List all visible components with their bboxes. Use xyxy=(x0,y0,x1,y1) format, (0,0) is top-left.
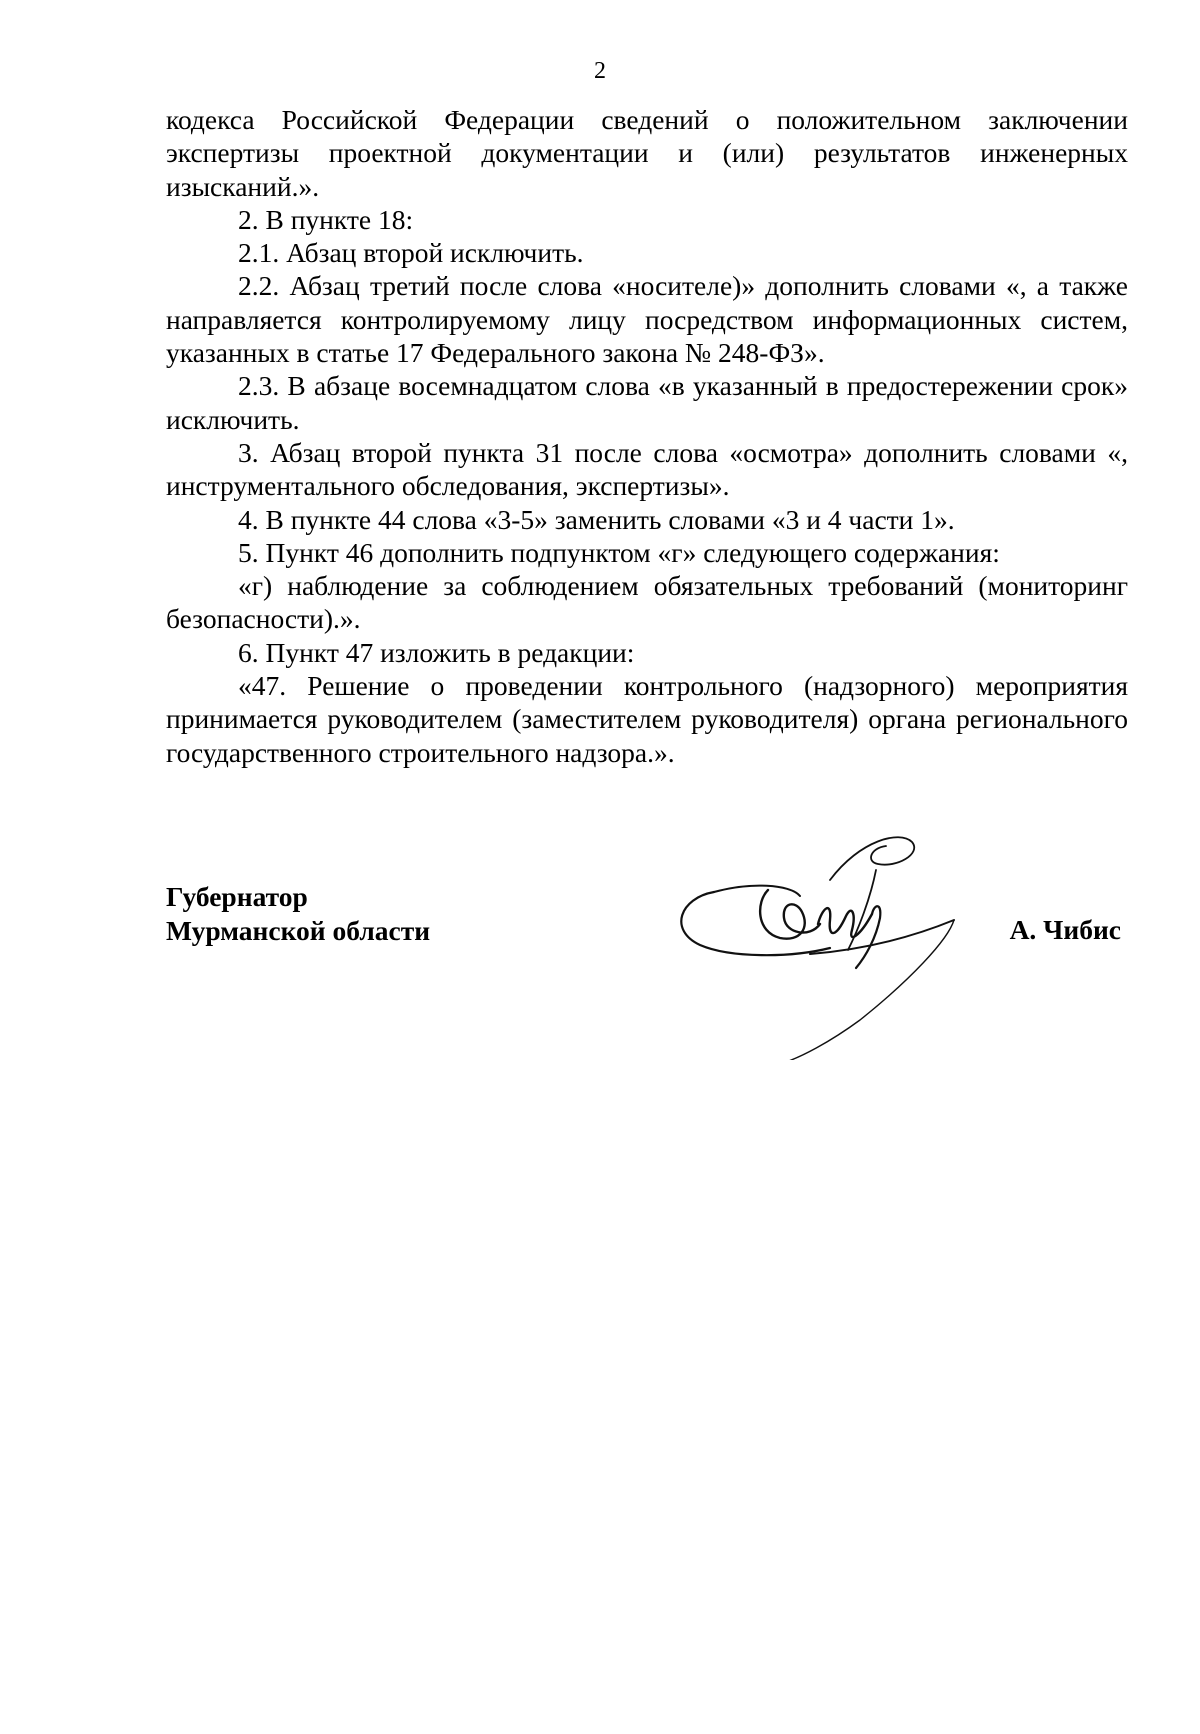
paragraph-item-5: 5. Пункт 46 дополнить подпунктом «г» следующего содержания: xyxy=(238,536,1000,568)
paragraph-item-2: 2. В пункте 18: xyxy=(238,203,414,235)
signer-title-line-1: Губернатор xyxy=(166,881,308,912)
paragraph-item-6: 6. Пункт 47 изложить в редакции: xyxy=(238,636,635,668)
paragraph-item-4: 4. В пункте 44 слова «3-5» заменить словами «3 и 4 части 1». xyxy=(238,503,955,535)
paragraph-continuation: кодекса Российской Федерации сведений о положительном заключении экспертизы проектной документации и (или) результатов инженерных изысканий.». xyxy=(166,104,1128,202)
paragraph-item-47: «47. Решение о проведении контрольного (надзорного) мероприятия принимается руководителем (заместителем руководителя) органа регионального государственного строительного надзора.». xyxy=(166,670,1128,768)
document-body xyxy=(166,103,1128,769)
handwritten-signature xyxy=(660,820,980,1060)
page-number: 2 xyxy=(594,58,606,84)
signer-title-line-2: Мурманской области xyxy=(166,914,431,946)
paragraph-item-2-3: 2.3. В абзаце восемнадцатом слова «в указанный в предостережении срок» исключить. xyxy=(166,370,1128,435)
paragraph-item-5-g: «г) наблюдение за соблюдением обязательных требований (мониторинг безопасности).». xyxy=(166,570,1128,635)
paragraph-item-2-2: 2.2. Абзац третий после слова «носителе)» дополнить словами «, а также направляется контролируемому лицу посредством информационных систем, указанных в статье 17 Федерального закона № 248-ФЗ». xyxy=(166,270,1128,369)
paragraph-item-2-1: 2.1. Абзац второй исключить. xyxy=(238,237,584,269)
signer-title xyxy=(166,880,430,947)
signer-name: А. Чибис xyxy=(1009,914,1121,945)
paragraph-item-3: 3. Абзац второй пункта 31 после слова «осмотра» дополнить словами «, инструментального обследования, экспертизы». xyxy=(166,436,1128,502)
